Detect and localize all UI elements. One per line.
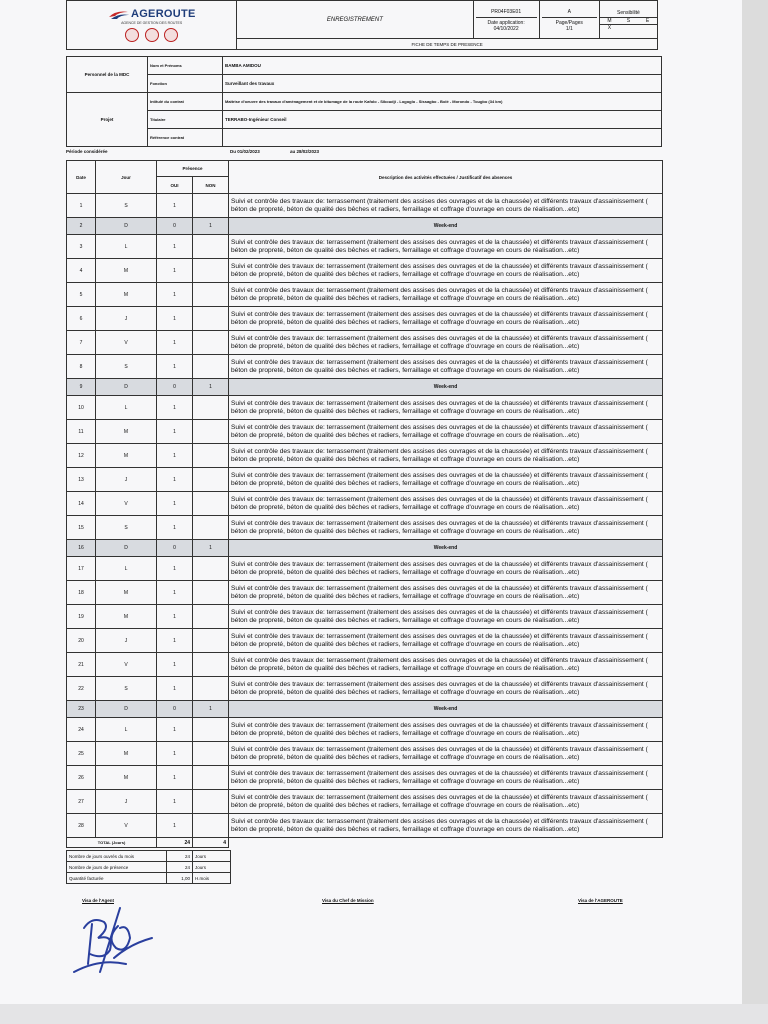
row-oui: 1	[157, 355, 193, 379]
row-date: 7	[67, 331, 96, 355]
intitule-label: Intitulé du contrat	[148, 93, 223, 111]
row-description: Suivi et contrôle des travaux de: terrassement (traitement des assises des ouvrages et de la chaussée) et différents travaux d'assainissement ( béton de propreté, béton de qualité des bêches et radiers, ferraillage et coffrage d'ouvrage en cours de réalisation...etc)	[229, 814, 663, 838]
row-date: 21	[67, 653, 96, 677]
row-jour: V	[96, 814, 157, 838]
row-jour: J	[96, 307, 157, 331]
certification-seal-icon	[145, 28, 159, 42]
row-description: Suivi et contrôle des travaux de: terrassement (traitement des assises des ouvrages et de la chaussée) et différents travaux d'assainissement ( béton de propreté, béton de qualité des bêches et radiers, ferraillage et coffrage d'ouvrage en cours de réalisation...etc)	[229, 516, 663, 540]
row-date: 15	[67, 516, 96, 540]
sensibility-label: Sensibilité	[600, 9, 657, 18]
row-non	[193, 331, 229, 355]
doc-ref: PR04F03E01	[476, 7, 537, 18]
row-jour: M	[96, 444, 157, 468]
row-non	[193, 235, 229, 259]
doc-title: FICHE DE TEMPS DE PRESENCE	[237, 39, 658, 50]
row-oui: 1	[157, 766, 193, 790]
row-jour: L	[96, 396, 157, 420]
row-oui: 1	[157, 420, 193, 444]
row-oui: 0	[157, 218, 193, 235]
row-description: Suivi et contrôle des travaux de: terrassement (traitement des assises des ouvrages et de la chaussée) et différents travaux d'assainissement ( béton de propreté, béton de qualité des bêches et radiers, ferraillage et coffrage d'ouvrage en cours de réalisation...etc)	[229, 629, 663, 653]
summary-table	[66, 850, 231, 884]
row-date: 26	[67, 766, 96, 790]
row-jour: S	[96, 677, 157, 701]
row-date: 28	[67, 814, 96, 838]
row-date: 27	[67, 790, 96, 814]
row-date: 6	[67, 307, 96, 331]
info-block	[66, 56, 662, 147]
summary-label: Nombre de jours de présence	[67, 862, 167, 873]
row-description: Suivi et contrôle des travaux de: terrassement (traitement des assises des ouvrages et de la chaussée) et différents travaux d'assainissement ( béton de propreté, béton de qualité des bêches et radiers, ferraillage et coffrage d'ouvrage en cours de réalisation...etc)	[229, 557, 663, 581]
row-date: 22	[67, 677, 96, 701]
table-row	[67, 283, 663, 307]
row-oui: 1	[157, 790, 193, 814]
row-oui: 1	[157, 653, 193, 677]
row-jour: S	[96, 516, 157, 540]
summary-unit: H.mois	[193, 873, 231, 884]
row-non	[193, 420, 229, 444]
row-jour: S	[96, 355, 157, 379]
table-row	[67, 718, 663, 742]
scanner-edge	[0, 1004, 768, 1024]
row-date: 23	[67, 701, 96, 718]
certification-seal-icon	[125, 28, 139, 42]
row-description: Suivi et contrôle des travaux de: terrassement (traitement des assises des ouvrages et de la chaussée) et différents travaux d'assainissement ( béton de propreté, béton de qualité des bêches et radiers, ferraillage et coffrage d'ouvrage en cours de réalisation...etc)	[229, 355, 663, 379]
row-date: 13	[67, 468, 96, 492]
titulaire-label: Titulaire	[148, 111, 223, 129]
row-jour: J	[96, 468, 157, 492]
row-oui: 1	[157, 814, 193, 838]
weekend-row	[67, 379, 663, 396]
summary-value: 1,00	[167, 873, 193, 884]
table-row	[67, 516, 663, 540]
doc-type: ENREGISTREMENT	[237, 1, 473, 39]
row-oui: 1	[157, 396, 193, 420]
reference-label: Référence contrat	[148, 129, 223, 147]
row-date: 19	[67, 605, 96, 629]
logo-cell	[67, 1, 237, 50]
row-non	[193, 677, 229, 701]
logo-text: AGEROUTE	[130, 7, 196, 20]
projet-label: Projet	[67, 93, 148, 147]
row-jour: M	[96, 259, 157, 283]
summary-unit: Jours	[193, 862, 231, 873]
row-non	[193, 283, 229, 307]
row-description: Suivi et contrôle des travaux de: terrassement (traitement des assises des ouvrages et de la chaussée) et différents travaux d'assainissement ( béton de propreté, béton de qualité des bêches et radiers, ferraillage et coffrage d'ouvrage en cours de réalisation...etc)	[229, 331, 663, 355]
row-non	[193, 790, 229, 814]
table-row	[67, 557, 663, 581]
row-description: Suivi et contrôle des travaux de: terrassement (traitement des assises des ouvrages et de la chaussée) et différents travaux d'assainissement ( béton de propreté, béton de qualité des bêches et radiers, ferraillage et coffrage d'ouvrage en cours de réalisation...etc)	[229, 420, 663, 444]
document-header	[66, 0, 658, 50]
row-oui: 1	[157, 259, 193, 283]
row-description: Week-end	[229, 218, 663, 235]
total-non: 4	[193, 838, 229, 848]
sens-e: E	[645, 17, 650, 24]
row-description: Suivi et contrôle des travaux de: terrassement (traitement des assises des ouvrages et de la chaussée) et différents travaux d'assainissement ( béton de propreté, béton de qualité des bêches et radiers, ferraillage et coffrage d'ouvrage en cours de réalisation...etc)	[229, 235, 663, 259]
row-jour: J	[96, 629, 157, 653]
certification-seal-icon	[164, 28, 178, 42]
table-row	[67, 605, 663, 629]
row-description: Suivi et contrôle des travaux de: terrassement (traitement des assises des ouvrages et de la chaussée) et différents travaux d'assainissement ( béton de propreté, béton de qualité des bêches et radiers, ferraillage et coffrage d'ouvrage en cours de réalisation...etc)	[229, 742, 663, 766]
row-date: 4	[67, 259, 96, 283]
row-non	[193, 629, 229, 653]
row-oui: 1	[157, 235, 193, 259]
row-date: 10	[67, 396, 96, 420]
row-jour: M	[96, 581, 157, 605]
row-non	[193, 581, 229, 605]
table-row	[67, 396, 663, 420]
row-non	[193, 259, 229, 283]
row-description: Week-end	[229, 379, 663, 396]
total-label: TOTAL (Jours)	[67, 838, 157, 848]
period-label: Période considérée	[66, 149, 108, 154]
visa-agent: Visa de l'Agent	[82, 898, 114, 903]
summary-row	[67, 851, 231, 862]
weekend-row	[67, 218, 663, 235]
table-row	[67, 307, 663, 331]
row-jour: V	[96, 653, 157, 677]
row-non	[193, 718, 229, 742]
col-oui: OUI	[157, 177, 193, 194]
row-non	[193, 766, 229, 790]
period-from: Du 01/02/2023	[230, 149, 260, 154]
row-non	[193, 307, 229, 331]
period-to: au 28/02/2023	[290, 149, 320, 154]
doc-version: A	[542, 7, 597, 18]
period-row	[66, 147, 662, 157]
ageroute-logo-icon	[108, 9, 130, 21]
row-description: Suivi et contrôle des travaux de: terrassement (traitement des assises des ouvrages et de la chaussée) et différents travaux d'assainissement ( béton de propreté, béton de qualité des bêches et radiers, ferraillage et coffrage d'ouvrage en cours de réalisation...etc)	[229, 653, 663, 677]
row-description: Suivi et contrôle des travaux de: terrassement (traitement des assises des ouvrages et de la chaussée) et différents travaux d'assainissement ( béton de propreté, béton de qualité des bêches et radiers, ferraillage et coffrage d'ouvrage en cours de réalisation...etc)	[229, 307, 663, 331]
table-row	[67, 790, 663, 814]
row-non	[193, 516, 229, 540]
nom-value: BAMBA AMIDOU	[223, 57, 662, 75]
row-description: Suivi et contrôle des travaux de: terrassement (traitement des assises des ouvrages et de la chaussée) et différents travaux d'assainissement ( béton de propreté, béton de qualité des bêches et radiers, ferraillage et coffrage d'ouvrage en cours de réalisation...etc)	[229, 468, 663, 492]
sens-s: S	[626, 17, 631, 24]
row-oui: 1	[157, 492, 193, 516]
row-jour: M	[96, 283, 157, 307]
row-jour: V	[96, 492, 157, 516]
row-oui: 1	[157, 605, 193, 629]
row-description: Suivi et contrôle des travaux de: terrassement (traitement des assises des ouvrages et de la chaussée) et différents travaux d'assainissement ( béton de propreté, béton de qualité des bêches et radiers, ferraillage et coffrage d'ouvrage en cours de réalisation...etc)	[229, 492, 663, 516]
row-description: Suivi et contrôle des travaux de: terrassement (traitement des assises des ouvrages et de la chaussée) et différents travaux d'assainissement ( béton de propreté, béton de qualité des bêches et radiers, ferraillage et coffrage d'ouvrage en cours de réalisation...etc)	[229, 766, 663, 790]
reference-value	[223, 129, 662, 147]
row-oui: 0	[157, 540, 193, 557]
titulaire-value: TERRABO-Ingénieur Conseil	[223, 111, 662, 129]
row-description: Suivi et contrôle des travaux de: terrassement (traitement des assises des ouvrages et de la chaussée) et différents travaux d'assainissement ( béton de propreté, béton de qualité des bêches et radiers, ferraillage et coffrage d'ouvrage en cours de réalisation...etc)	[229, 790, 663, 814]
row-jour: J	[96, 790, 157, 814]
row-oui: 1	[157, 718, 193, 742]
date-application: 04/10/2022	[493, 26, 519, 33]
col-description: Description des activités effectuées / Justificatif des absences	[229, 161, 663, 194]
row-description: Suivi et contrôle des travaux de: terrassement (traitement des assises des ouvrages et de la chaussée) et différents travaux d'assainissement ( béton de propreté, béton de qualité des bêches et radiers, ferraillage et coffrage d'ouvrage en cours de réalisation...etc)	[229, 605, 663, 629]
row-non	[193, 396, 229, 420]
row-jour: M	[96, 742, 157, 766]
row-oui: 0	[157, 701, 193, 718]
page-number: 1/1	[565, 26, 573, 33]
table-row	[67, 331, 663, 355]
row-date: 9	[67, 379, 96, 396]
row-description: Week-end	[229, 540, 663, 557]
row-description: Suivi et contrôle des travaux de: terrassement (traitement des assises des ouvrages et de la chaussée) et différents travaux d'assainissement ( béton de propreté, béton de qualité des bêches et radiers, ferraillage et coffrage d'ouvrage en cours de réalisation...etc)	[229, 581, 663, 605]
table-row	[67, 235, 663, 259]
table-row	[67, 420, 663, 444]
row-non	[193, 557, 229, 581]
summary-label: Nombre de jours ouvrés du mois	[67, 851, 167, 862]
row-non	[193, 444, 229, 468]
row-date: 1	[67, 194, 96, 218]
row-oui: 1	[157, 444, 193, 468]
row-jour: D	[96, 218, 157, 235]
row-date: 2	[67, 218, 96, 235]
row-non	[193, 605, 229, 629]
row-description: Suivi et contrôle des travaux de: terrassement (traitement des assises des ouvrages et de la chaussée) et différents travaux d'assainissement ( béton de propreté, béton de qualité des bêches et radiers, ferraillage et coffrage d'ouvrage en cours de réalisation...etc)	[229, 718, 663, 742]
fonction-label: Fonction	[148, 75, 223, 93]
col-non: NON	[193, 177, 229, 194]
row-non: 1	[193, 540, 229, 557]
sens-mark: X	[607, 24, 612, 31]
visa-chef: Visa du Chef de Mission	[322, 898, 374, 903]
row-date: 16	[67, 540, 96, 557]
row-non	[193, 468, 229, 492]
page-label: Page/Pages	[555, 20, 583, 27]
row-non	[193, 653, 229, 677]
row-description: Suivi et contrôle des travaux de: terrassement (traitement des assises des ouvrages et de la chaussée) et différents travaux d'assainissement ( béton de propreté, béton de qualité des bêches et radiers, ferraillage et coffrage d'ouvrage en cours de réalisation...etc)	[229, 259, 663, 283]
row-description: Suivi et contrôle des travaux de: terrassement (traitement des assises des ouvrages et de la chaussée) et différents travaux d'assainissement ( béton de propreté, béton de qualité des bêches et radiers, ferraillage et coffrage d'ouvrage en cours de réalisation...etc)	[229, 444, 663, 468]
visa-ageroute: Visa de l'AGEROUTE	[578, 898, 623, 903]
agent-signature	[70, 898, 158, 980]
row-jour: M	[96, 766, 157, 790]
row-jour: M	[96, 605, 157, 629]
row-date: 5	[67, 283, 96, 307]
row-non	[193, 355, 229, 379]
summary-value: 24	[167, 851, 193, 862]
col-date: Date	[67, 161, 96, 194]
row-date: 24	[67, 718, 96, 742]
table-row	[67, 444, 663, 468]
row-description: Suivi et contrôle des travaux de: terrassement (traitement des assises des ouvrages et de la chaussée) et différents travaux d'assainissement ( béton de propreté, béton de qualité des bêches et radiers, ferraillage et coffrage d'ouvrage en cours de réalisation...etc)	[229, 283, 663, 307]
intitule-value: Maitrise d'oeuvre des travaux d'aménagement et de bitumage de la route Kafolo - Sikoudji - Logoglo - Sissagbo - Bolé - Morondo - Tougbo (34 km)	[223, 93, 662, 111]
row-description: Suivi et contrôle des travaux de: terrassement (traitement des assises des ouvrages et de la chaussée) et différents travaux d'assainissement ( béton de propreté, béton de qualité des bêches et radiers, ferraillage et coffrage d'ouvrage en cours de réalisation...etc)	[229, 677, 663, 701]
fonction-value: Surveillant des travaux	[223, 75, 662, 93]
row-jour: L	[96, 557, 157, 581]
total-oui: 24	[157, 838, 193, 848]
row-jour: D	[96, 379, 157, 396]
row-date: 17	[67, 557, 96, 581]
row-non	[193, 814, 229, 838]
row-non	[193, 742, 229, 766]
table-row	[67, 468, 663, 492]
row-oui: 0	[157, 379, 193, 396]
logo-subtitle: AGENCE DE GESTION DES ROUTES	[121, 21, 183, 26]
row-oui: 1	[157, 307, 193, 331]
row-oui: 1	[157, 629, 193, 653]
weekend-row	[67, 540, 663, 557]
row-oui: 1	[157, 742, 193, 766]
nom-label: Nom et Prénoms	[148, 57, 223, 75]
row-oui: 1	[157, 557, 193, 581]
table-row	[67, 677, 663, 701]
table-row	[67, 653, 663, 677]
table-row	[67, 259, 663, 283]
row-oui: 1	[157, 581, 193, 605]
sens-m: M	[607, 17, 612, 24]
table-row	[67, 742, 663, 766]
table-row	[67, 194, 663, 218]
weekend-row	[67, 701, 663, 718]
row-jour: L	[96, 235, 157, 259]
table-row	[67, 629, 663, 653]
row-date: 18	[67, 581, 96, 605]
row-non: 1	[193, 379, 229, 396]
row-date: 11	[67, 420, 96, 444]
row-date: 25	[67, 742, 96, 766]
row-oui: 1	[157, 331, 193, 355]
attendance-table	[66, 160, 663, 848]
row-non: 1	[193, 218, 229, 235]
row-jour: V	[96, 331, 157, 355]
row-jour: L	[96, 718, 157, 742]
row-oui: 1	[157, 283, 193, 307]
row-jour: M	[96, 420, 157, 444]
summary-value: 24	[167, 862, 193, 873]
row-oui: 1	[157, 677, 193, 701]
table-row	[67, 581, 663, 605]
summary-unit: Jours	[193, 851, 231, 862]
summary-row	[67, 873, 231, 884]
date-application-label: Date application:	[487, 20, 525, 27]
row-oui: 1	[157, 516, 193, 540]
row-date: 8	[67, 355, 96, 379]
row-date: 12	[67, 444, 96, 468]
row-oui: 1	[157, 468, 193, 492]
summary-label: Quantité facturée	[67, 873, 167, 884]
row-jour: D	[96, 540, 157, 557]
row-non	[193, 194, 229, 218]
table-row	[67, 766, 663, 790]
row-jour: D	[96, 701, 157, 718]
row-non	[193, 492, 229, 516]
table-row	[67, 814, 663, 838]
table-row	[67, 355, 663, 379]
row-date: 3	[67, 235, 96, 259]
row-description: Week-end	[229, 701, 663, 718]
row-non: 1	[193, 701, 229, 718]
table-row	[67, 492, 663, 516]
row-date: 14	[67, 492, 96, 516]
col-presence: Présence	[157, 161, 229, 177]
row-date: 20	[67, 629, 96, 653]
col-jour: Jour	[96, 161, 157, 194]
row-jour: S	[96, 194, 157, 218]
row-description: Suivi et contrôle des travaux de: terrassement (traitement des assises des ouvrages et de la chaussée) et différents travaux d'assainissement ( béton de propreté, béton de qualité des bêches et radiers, ferraillage et coffrage d'ouvrage en cours de réalisation...etc)	[229, 396, 663, 420]
summary-row	[67, 862, 231, 873]
row-oui: 1	[157, 194, 193, 218]
row-description: Suivi et contrôle des travaux de: terrassement (traitement des assises des ouvrages et de la chaussée) et différents travaux d'assainissement ( béton de propreté, béton de qualité des bêches et radiers, ferraillage et coffrage d'ouvrage en cours de réalisation...etc)	[229, 194, 663, 218]
personnel-label: Personnel de la MDC	[67, 57, 148, 93]
